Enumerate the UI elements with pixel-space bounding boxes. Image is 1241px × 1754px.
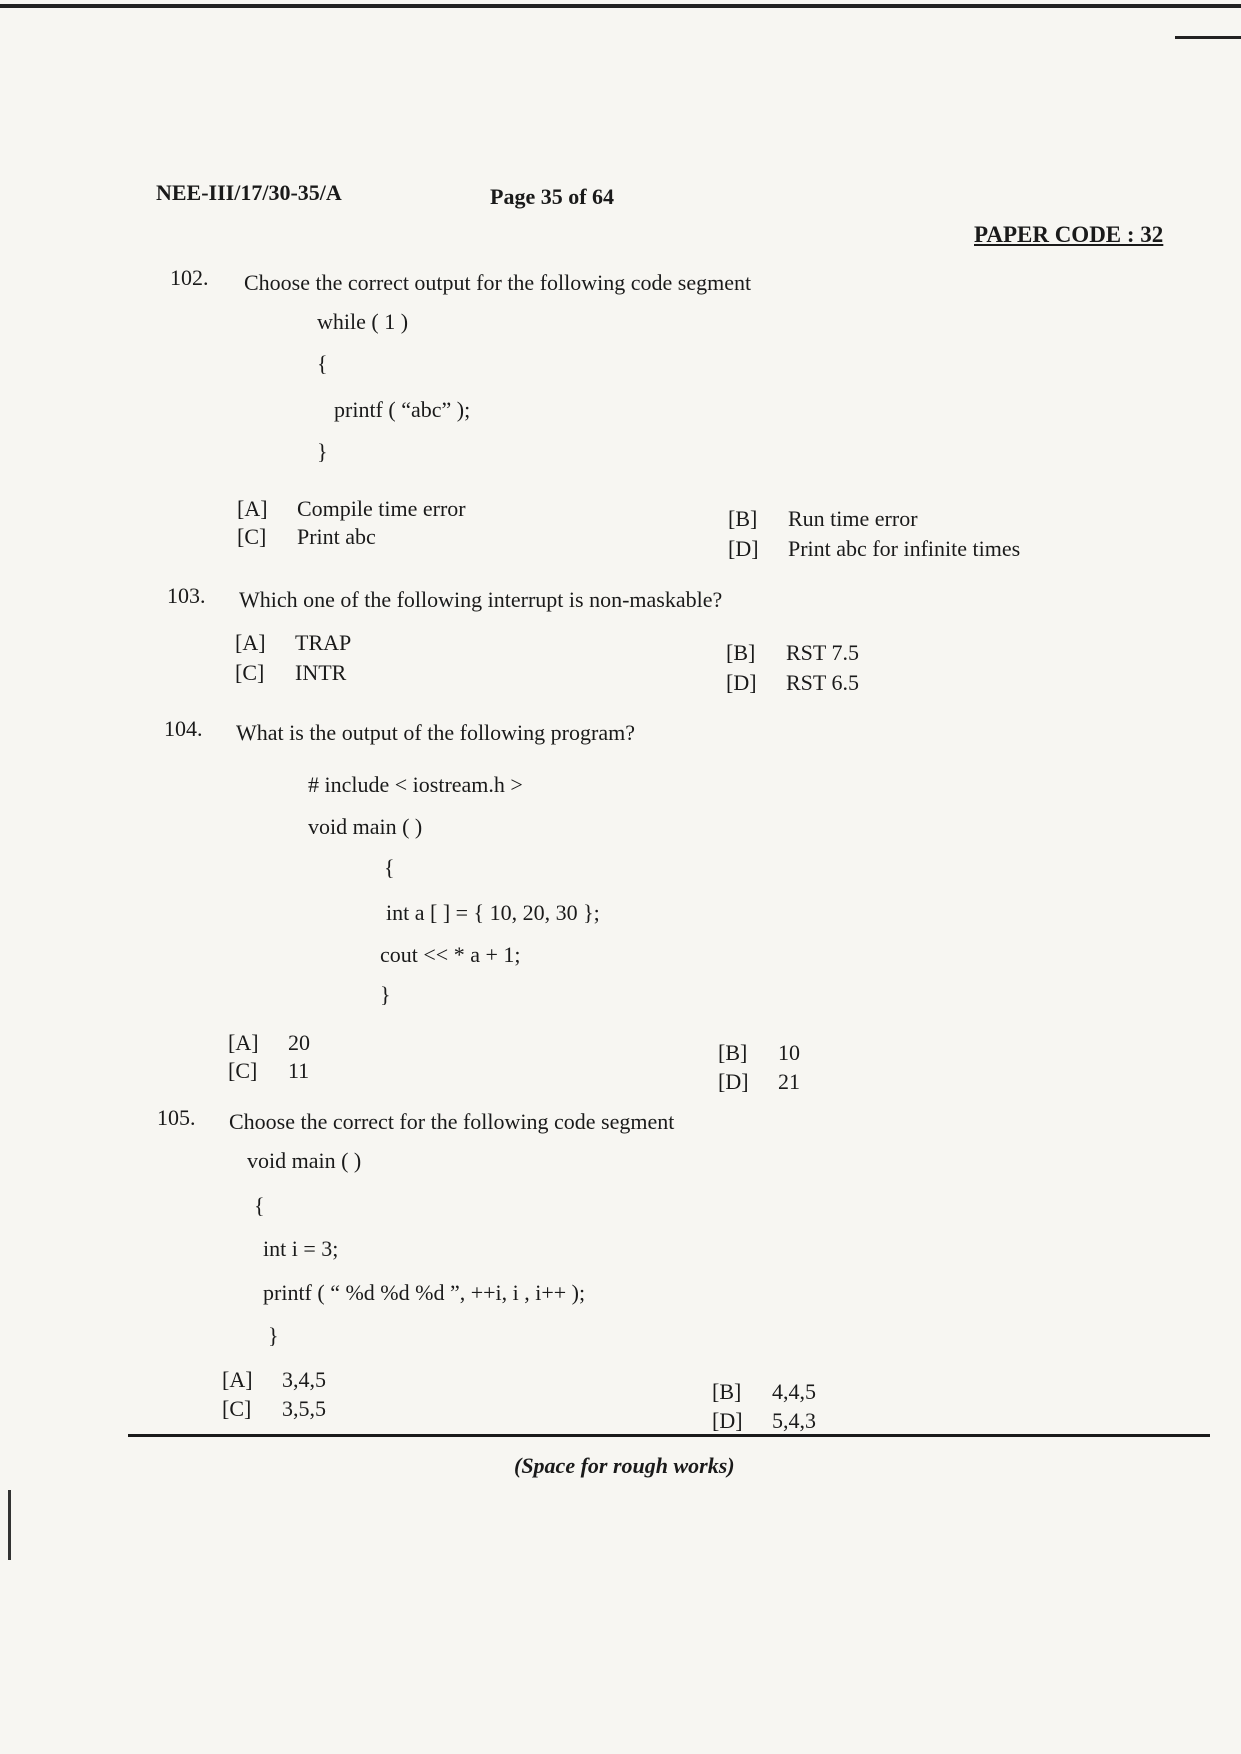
question-number: 105. xyxy=(157,1105,196,1130)
option-text: 3,5,5 xyxy=(282,1396,326,1421)
option-text: 20 xyxy=(288,1030,310,1055)
question-number: 102. xyxy=(170,265,209,290)
option-a[interactable] xyxy=(235,630,351,656)
option-text: Run time error xyxy=(788,506,918,531)
option-label: [D] xyxy=(712,1408,743,1433)
code-line: void main ( ) xyxy=(308,814,423,839)
code-line: { xyxy=(254,1193,265,1218)
exam-code: NEE-III/17/30-35/A xyxy=(156,180,342,205)
top-border-line xyxy=(0,4,1241,8)
option-a[interactable] xyxy=(237,496,466,522)
code-line: int i = 3; xyxy=(263,1236,339,1261)
option-a[interactable] xyxy=(222,1367,326,1393)
option-text: Print abc for infinite times xyxy=(788,536,1021,561)
code-line: } xyxy=(380,982,391,1007)
option-d[interactable] xyxy=(726,670,859,696)
option-b[interactable] xyxy=(712,1379,816,1405)
code-line: } xyxy=(268,1323,279,1348)
option-text: 3,4,5 xyxy=(282,1367,326,1392)
option-label: [B] xyxy=(728,506,758,531)
code-line: printf ( “abc” ); xyxy=(334,397,471,422)
option-text: Print abc xyxy=(297,524,376,549)
code-line: printf ( “ %d %d %d ”, ++i, i , i++ ); xyxy=(263,1280,586,1305)
option-label: [A] xyxy=(237,496,268,521)
option-b[interactable] xyxy=(726,640,859,666)
question-text: What is the output of the following program? xyxy=(236,720,635,745)
option-label: [C] xyxy=(235,660,265,685)
option-label: [A] xyxy=(235,630,266,655)
option-label: [B] xyxy=(712,1379,742,1404)
option-a[interactable] xyxy=(228,1030,310,1056)
code-line: { xyxy=(384,855,395,880)
code-line: void main ( ) xyxy=(247,1148,362,1173)
code-line: { xyxy=(317,351,328,376)
option-d[interactable] xyxy=(728,536,1020,562)
option-b[interactable] xyxy=(718,1040,800,1066)
option-label: [A] xyxy=(228,1030,259,1055)
code-line: } xyxy=(317,439,328,464)
question-number: 103. xyxy=(167,583,206,608)
code-line: # include < iostream.h > xyxy=(308,772,523,797)
paper-code: PAPER CODE : 32 xyxy=(974,222,1164,247)
option-text: RST 7.5 xyxy=(786,640,859,665)
option-text: Compile time error xyxy=(297,496,466,521)
option-text: 5,4,3 xyxy=(772,1408,816,1433)
option-text: 21 xyxy=(778,1069,800,1094)
top-right-border-line xyxy=(1175,36,1241,39)
option-d[interactable] xyxy=(718,1069,800,1095)
margin-mark xyxy=(8,1490,11,1560)
option-c[interactable] xyxy=(237,524,376,550)
option-c[interactable] xyxy=(228,1058,309,1084)
option-c[interactable] xyxy=(222,1396,326,1422)
option-b[interactable] xyxy=(728,506,918,532)
option-text: 11 xyxy=(288,1058,310,1083)
option-label: [C] xyxy=(228,1058,258,1083)
option-label: [D] xyxy=(726,670,757,695)
option-label: [B] xyxy=(718,1040,748,1065)
code-line: while ( 1 ) xyxy=(317,309,409,334)
option-label: [B] xyxy=(726,640,756,665)
question-text: Which one of the following interrupt is non-maskable? xyxy=(239,587,723,612)
option-text: RST 6.5 xyxy=(786,670,859,695)
code-line: cout << * a + 1; xyxy=(380,942,521,967)
option-text: INTR xyxy=(295,660,347,685)
option-text: 4,4,5 xyxy=(772,1379,816,1404)
rough-work-note: (Space for rough works) xyxy=(514,1453,735,1478)
option-d[interactable] xyxy=(712,1408,816,1434)
option-c[interactable] xyxy=(235,660,346,686)
question-text: Choose the correct output for the following code segment xyxy=(244,270,752,295)
option-label: [C] xyxy=(222,1396,252,1421)
option-label: [A] xyxy=(222,1367,253,1392)
page-number: Page 35 of 64 xyxy=(490,184,615,209)
option-label: [D] xyxy=(718,1069,749,1094)
option-text: 10 xyxy=(778,1040,800,1065)
footer-divider xyxy=(128,1434,1210,1437)
code-line: int a [ ] = { 10, 20, 30 }; xyxy=(386,900,600,925)
option-text: TRAP xyxy=(295,630,352,655)
option-label: [D] xyxy=(728,536,759,561)
option-label: [C] xyxy=(237,524,267,549)
question-text: Choose the correct for the following code segment xyxy=(229,1109,675,1134)
question-number: 104. xyxy=(164,716,203,741)
